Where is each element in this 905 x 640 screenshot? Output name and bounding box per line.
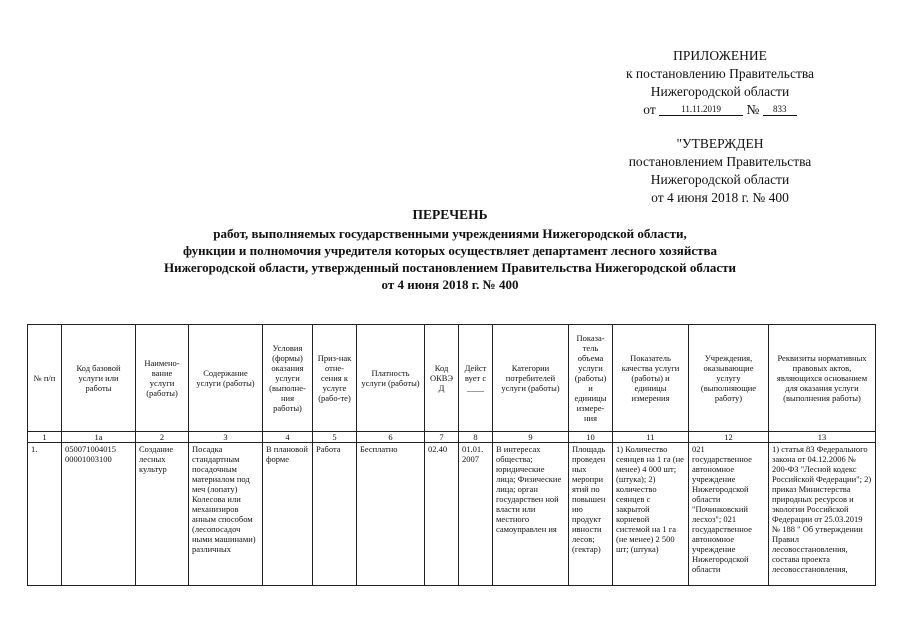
column-header: Показа-тель объема услуги (работы) и единицы измере-ния xyxy=(569,325,613,432)
heading-title: ПЕРЕЧЕНЬ xyxy=(412,207,488,222)
table-cell: В интересах общества; юридические лица; Физические лица; орган государствен ной власти или местного самоуправлен ия xyxy=(493,443,569,586)
table-cell: 1) статья 83 Федерального закона от 04.12.2006 № 200-ФЗ "Лесной кодекс Российской Федерации"; 2) приказ Министерства природных ресурсов и экологии Российской Федерации от 25.03.2019 № 188 " Об утверждении Правил лесовосстановления, состава проекта лесовосстановления, xyxy=(769,443,876,586)
approved-line-2: Нижегородской области xyxy=(650,172,790,187)
works-table xyxy=(27,324,876,586)
column-number: 8 xyxy=(459,432,493,443)
heading-line-3: Нижегородской области, утвержденный постановлением Правительства Нижегородской области xyxy=(163,260,737,275)
approved-line-1: постановлением Правительства xyxy=(628,154,812,169)
column-number-row xyxy=(28,432,876,443)
decree-date: 11.11.2019 xyxy=(659,104,743,116)
approved-line-3: от 4 июня 2018 г. № 400 xyxy=(651,190,789,205)
column-number: 12 xyxy=(689,432,769,443)
heading-line-1: работ, выполняемых государственными учреждениями Нижегородской области, xyxy=(213,226,687,241)
column-header: Платность услуги (работы) xyxy=(357,325,425,432)
column-header: Дейст вует с ____ xyxy=(459,325,493,432)
column-header: Приз-нак отне-сения к услуге (рабо-те) xyxy=(313,325,357,432)
table-cell: 1) Количество сеянцев на 1 га (не менее) 4 000 шт; (штука); 2) количество сеянцев с закрытой корневой системой на 1 га (не менее) 2 500 шт; (штука) xyxy=(613,443,689,586)
column-header: Учреждения, оказывающие услугу (выполняющие работу) xyxy=(689,325,769,432)
table-cell: 02.40 xyxy=(425,443,459,586)
column-header: Реквизиты нормативных правовых актов, являющихся основанием для оказания услуги (выполнения работы) xyxy=(769,325,876,432)
column-number: 5 xyxy=(313,432,357,443)
column-header: Категории потребителей услуги (работы) xyxy=(493,325,569,432)
approved-title: "УТВЕРЖДЕН xyxy=(676,136,764,151)
table-cell: 021 государственное автономное учреждение Нижегородской области "Починковский лесхоз"; 021 государственное автономное учреждение Нижегородской области xyxy=(689,443,769,586)
table-cell: 1. xyxy=(28,443,62,586)
column-number: 1 xyxy=(28,432,62,443)
column-number: 9 xyxy=(493,432,569,443)
number-label: № xyxy=(746,102,760,117)
column-header: Содержание услуги (работы) xyxy=(189,325,263,432)
appendix-title: ПРИЛОЖЕНИЕ xyxy=(673,48,767,63)
heading-line-2: функции и полномочия учредителя которых осуществляет департамент лесного хозяйства xyxy=(182,243,718,258)
table-cell: 01.01. 2007 xyxy=(459,443,493,586)
column-number: 11 xyxy=(613,432,689,443)
column-number: 3 xyxy=(189,432,263,443)
table-cell: 050071004015 00001003100 xyxy=(62,443,136,586)
table-cell: Посадка стандартным посадочным материалом под меч (лопату) Колесова или механизиров анным способом (лесопосадоч ными машинами) различных xyxy=(189,443,263,586)
column-number: 13 xyxy=(769,432,876,443)
column-header: № п/п xyxy=(28,325,62,432)
column-number: 4 xyxy=(263,432,313,443)
appendix-line-1: к постановлению Правительства xyxy=(625,66,815,81)
appendix-block xyxy=(560,47,880,119)
table-cell: В плановой форме xyxy=(263,443,313,586)
column-header: Код базовой услуги или работы xyxy=(62,325,136,432)
table-cell: Работа xyxy=(313,443,357,586)
from-label: от xyxy=(643,102,656,117)
column-header: Показатель качества услуги (работы) и единицы измерения xyxy=(613,325,689,432)
appendix-line-2: Нижегородской области xyxy=(650,84,790,99)
column-header: Наимено-вание услуги (работы) xyxy=(136,325,189,432)
column-number: 10 xyxy=(569,432,613,443)
table-header-row xyxy=(28,325,876,432)
table-cell: Площадь проведен ных меропри ятий по повышен ию продукт ивности лесов; (гектар) xyxy=(569,443,613,586)
appendix-date-line xyxy=(560,101,880,119)
table-cell: Создание лесных культур xyxy=(136,443,189,586)
column-number: 2 xyxy=(136,432,189,443)
decree-number: 833 xyxy=(763,104,797,116)
column-number: 7 xyxy=(425,432,459,443)
column-header: Условия (формы) оказания услуги (выполне-ния работы) xyxy=(263,325,313,432)
document-heading xyxy=(60,206,840,293)
approved-block xyxy=(560,135,880,207)
column-number: 6 xyxy=(357,432,425,443)
table-row xyxy=(28,443,876,586)
heading-line-4: от 4 июня 2018 г. № 400 xyxy=(381,277,519,292)
column-header: Код ОКВЭ Д xyxy=(425,325,459,432)
table-cell: Бесплатно xyxy=(357,443,425,586)
column-number: 1а xyxy=(62,432,136,443)
